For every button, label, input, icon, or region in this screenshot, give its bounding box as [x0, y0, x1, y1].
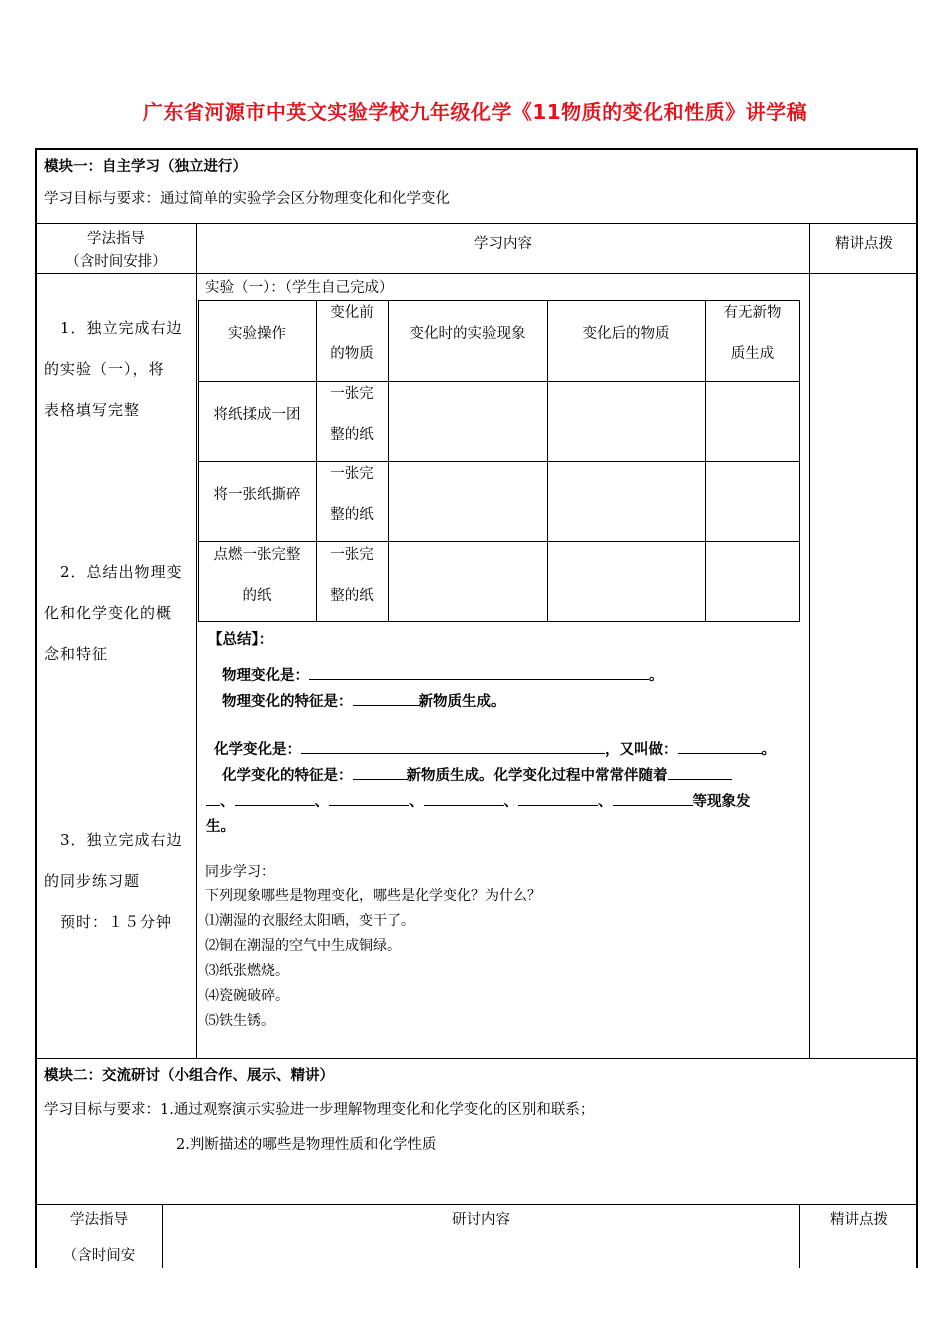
- sync-label: 同步学习：: [205, 864, 275, 880]
- column-divider: [196, 223, 197, 1058]
- column-divider: [809, 223, 810, 1058]
- guide-column-subheader: （含时间安排）: [65, 254, 167, 270]
- module1-heading: 模块一：自主学习（独立进行）: [44, 159, 247, 175]
- table-cell-operation: 的纸: [242, 588, 272, 604]
- chemical-change-phenomena-end: 生。: [206, 819, 235, 835]
- sync-item: ⑵铜在潮湿的空气中生成铜绿。: [205, 938, 401, 954]
- table-header-after: 变化后的物质: [582, 326, 670, 342]
- label: 等现象发: [692, 794, 751, 810]
- notes-column-header: 精讲点拨: [835, 236, 893, 252]
- guide-column-header: 学法指导: [70, 1212, 128, 1228]
- label: 。: [761, 742, 776, 758]
- sync-question: 下列现象哪些是物理变化，哪些是化学变化？为什么？: [205, 888, 541, 904]
- label: 物理变化是：: [222, 668, 309, 684]
- chemical-change-definition: [214, 738, 776, 759]
- table-cell-operation: 点燃一张完整: [213, 547, 301, 563]
- table-header-new-substance: 质生成: [730, 346, 775, 362]
- physical-change-definition: [222, 664, 664, 685]
- label: 物理变化的特征是：: [222, 694, 353, 710]
- table-header-operation: 实验操作: [228, 326, 286, 342]
- separator: 、: [598, 794, 613, 810]
- experiment-title: 实验（一）：（学生自己完成）: [205, 280, 394, 296]
- label: 化学变化是：: [214, 742, 301, 758]
- table-cell-before: 一张完: [330, 386, 374, 402]
- answer-blank[interactable]: [329, 790, 409, 806]
- answer-blank[interactable]: [668, 764, 732, 780]
- guide-line: 的实验（一），将: [44, 360, 165, 378]
- answer-blank[interactable]: [206, 790, 220, 806]
- summary-label: 【总结】：: [208, 632, 274, 648]
- guide-line: 的同步练习题: [44, 872, 141, 890]
- divider: [36, 1058, 918, 1059]
- answer-blank[interactable]: [309, 664, 649, 680]
- guide-line: 3．独立完成右边: [60, 831, 183, 849]
- separator: 、: [314, 794, 329, 810]
- table-header-before: 的物质: [330, 346, 374, 362]
- table-cell-operation: 将一张纸撕碎: [213, 487, 301, 503]
- discussion-column-header: 研讨内容: [452, 1212, 510, 1228]
- guide-line: 2．总结出物理变: [60, 563, 183, 581]
- label: 新物质生成。化学变化过程中常常伴随着: [406, 768, 668, 784]
- label: 新物质生成。: [418, 694, 506, 710]
- answer-blank[interactable]: [235, 790, 315, 806]
- divider: [36, 223, 918, 224]
- separator: 、: [503, 794, 518, 810]
- chemical-change-phenomena: [206, 790, 751, 811]
- separator: 、: [409, 794, 424, 810]
- answer-blank[interactable]: [353, 764, 407, 780]
- module2-goal-2: 2.判断描述的哪些是物理性质和化学性质: [176, 1137, 437, 1153]
- module2-heading: 模块二：交流研讨（小组合作、展示、精讲）: [44, 1068, 334, 1084]
- answer-blank[interactable]: [613, 790, 693, 806]
- guide-step-3: [44, 820, 183, 943]
- answer-blank[interactable]: [301, 738, 605, 754]
- guide-step-2: [44, 552, 183, 675]
- table-cell-operation: 将纸揉成一团: [213, 407, 301, 423]
- table-header-before: 变化前: [330, 305, 374, 321]
- sync-item: ⑷瓷碗破碎。: [205, 988, 289, 1004]
- module2-goal-1: 学习目标与要求：1.通过观察演示实验进一步理解物理变化和化学变化的区别和联系；: [44, 1102, 595, 1118]
- guide-column-header: 学法指导: [87, 231, 145, 247]
- table-row-line: [198, 461, 800, 462]
- answer-blank[interactable]: [353, 690, 419, 706]
- guide-time: 预时：１５分钟: [60, 913, 173, 931]
- answer-blank[interactable]: [424, 790, 504, 806]
- answer-blank[interactable]: [518, 790, 598, 806]
- guide-line: 1．独立完成右边: [60, 319, 183, 337]
- guide-column-subheader: （含时间安: [62, 1248, 136, 1264]
- sync-item: ⑴潮湿的衣服经太阳晒，变干了。: [205, 913, 415, 929]
- answer-blank[interactable]: [678, 738, 762, 754]
- table-cell-before: 整的纸: [330, 427, 374, 443]
- guide-line: 表格填写完整: [44, 401, 141, 419]
- label: ，又叫做：: [605, 742, 678, 758]
- sync-item: ⑸铁生锈。: [205, 1013, 275, 1029]
- divider: [36, 273, 918, 274]
- guide-step-1: [44, 308, 183, 431]
- label: 化学变化的特征是：: [222, 768, 353, 784]
- separator: 、: [220, 794, 235, 810]
- table-header-phenomenon: 变化时的实验现象: [409, 326, 526, 342]
- content-column-header: 学习内容: [474, 236, 532, 252]
- guide-line: 念和特征: [44, 645, 109, 663]
- table-row-line: [198, 381, 800, 382]
- divider: [36, 1204, 918, 1205]
- table-cell-before: 一张完: [330, 466, 374, 482]
- chemical-change-feature: [222, 764, 732, 785]
- notes-column-header: 精讲点拨: [830, 1212, 888, 1228]
- table-cell-before: 整的纸: [330, 507, 374, 523]
- guide-line: 化和化学变化的概: [44, 604, 173, 622]
- table-cell-before: 一张完: [330, 547, 374, 563]
- sync-item: ⑶纸张燃烧。: [205, 963, 289, 979]
- label: 。: [649, 668, 664, 684]
- physical-change-feature: [222, 690, 506, 711]
- table-header-new-substance: 有无新物: [723, 305, 782, 321]
- module1-goal: 学习目标与要求：通过简单的实验学会区分物理变化和化学变化: [44, 191, 450, 207]
- document-title: 广东省河源市中英文实验学校九年级化学《11物质的变化和性质》讲学稿: [142, 100, 808, 124]
- table-cell-before: 整的纸: [330, 588, 374, 604]
